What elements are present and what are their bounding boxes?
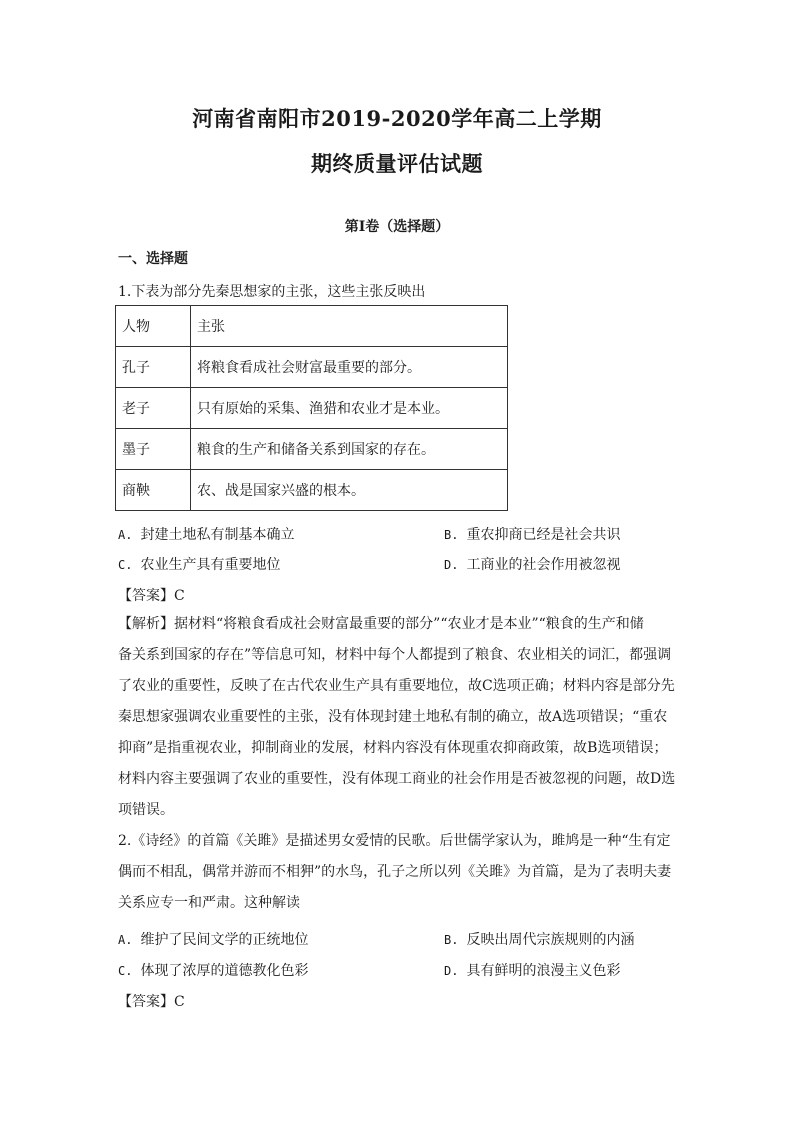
table-cell-person: 老子	[116, 388, 191, 429]
option-letter: C.	[118, 964, 133, 978]
q1-answer: 【答案】C	[118, 588, 185, 604]
option-text: 封建土地私有制基本确立	[140, 527, 295, 543]
option-text: 具有鲜明的浪漫主义色彩	[466, 963, 621, 979]
analysis-line: 项错误。	[118, 802, 174, 818]
table-row	[116, 470, 508, 511]
q2-option-d	[444, 960, 620, 980]
analysis-line: 秦思想家强调农业重要性的主张，没有体现封建土地私有制的确立，故A选项错误；“重农	[118, 709, 668, 725]
table-cell-claim: 粮食的生产和储备关系到国家的存在。	[191, 429, 508, 470]
table-row	[116, 429, 508, 470]
stem-line: 2.《诗经》的首篇《关雎》是描述男女爱情的民歌。后世儒学家认为，雎鸠是一种“生有定	[118, 833, 671, 849]
option-letter: D.	[444, 964, 459, 978]
option-text: 重农抑商已经是社会共识	[466, 527, 621, 543]
analysis-line: 【解析】据材料“将粮食看成社会财富最重要的部分”“农业才是本业”“粮食的生产和储	[118, 616, 644, 632]
analysis-line: 了农业的重要性，反映了在古代农业生产具有重要地位，故C选项正确；材料内容是部分先	[118, 678, 675, 694]
table-cell-person: 墨子	[116, 429, 191, 470]
q2-option-a	[118, 929, 308, 949]
stem-line: 偶而不相乱，偶常并游而不相狎”的水鸟，孔子之所以列《关雎》为首篇，是为了表明夫妻	[118, 864, 672, 880]
q1-option-a	[118, 524, 294, 544]
table-row	[116, 347, 508, 388]
section-heading: 一、选择题	[118, 251, 188, 267]
table-cell-claim: 将粮食看成社会财富最重要的部分。	[191, 347, 508, 388]
q1-option-d	[444, 554, 620, 574]
option-text: 维护了民间文学的正统地位	[140, 932, 309, 948]
option-letter: D.	[444, 558, 459, 572]
option-letter: A.	[118, 528, 133, 542]
table-header-row	[116, 306, 508, 347]
stem-line: 关系应专一和严肃。这种解读	[118, 895, 300, 911]
option-text: 体现了浓厚的道德教化色彩	[140, 963, 309, 979]
analysis-line: 备关系到国家的存在”等信息可知，材料中每个人都提到了粮食、农业相关的词汇，都强调	[118, 647, 672, 663]
table-cell-person: 孔子	[116, 347, 191, 388]
doc-title-line1: 河南省南阳市2019-2020学年高二上学期	[192, 106, 602, 131]
option-letter: C.	[118, 558, 133, 572]
option-text: 反映出周代宗族规则的内涵	[466, 932, 635, 948]
option-letter: B.	[444, 933, 459, 947]
analysis-line: 抑商”是指重视农业，抑制商业的发展，材料内容没有体现重农抑商政策，故B选项错误；	[118, 740, 668, 756]
q1-stem: 1.下表为部分先秦思想家的主张，这些主张反映出	[118, 284, 426, 300]
analysis-line: 材料内容主要强调了农业的重要性，没有体现工商业的社会作用是否被忽视的问题，故D选	[118, 771, 676, 787]
table-cell-person: 商鞅	[116, 470, 191, 511]
q2-answer: 【答案】C	[118, 994, 185, 1010]
table-cell-claim: 农、战是国家兴盛的根本。	[191, 470, 508, 511]
q2-option-c	[118, 960, 308, 980]
q1-analysis	[118, 609, 678, 826]
q1-option-b	[444, 524, 620, 544]
q2-stem	[118, 826, 678, 919]
doc-title-line2: 期终质量评估试题	[311, 151, 483, 176]
q1-option-c	[118, 554, 280, 574]
option-letter: A.	[118, 933, 133, 947]
option-text: 农业生产具有重要地位	[140, 557, 281, 573]
part-label: 第Ⅰ卷（选择题）	[344, 219, 450, 235]
option-letter: B.	[444, 528, 459, 542]
q2-option-b	[444, 929, 634, 949]
table-header-cell: 主张	[191, 306, 508, 347]
table-row	[116, 388, 508, 429]
table-header-cell: 人物	[116, 306, 191, 347]
q1-table	[115, 305, 508, 511]
table-cell-claim: 只有原始的采集、渔猎和农业才是本业。	[191, 388, 508, 429]
option-text: 工商业的社会作用被忽视	[466, 557, 621, 573]
